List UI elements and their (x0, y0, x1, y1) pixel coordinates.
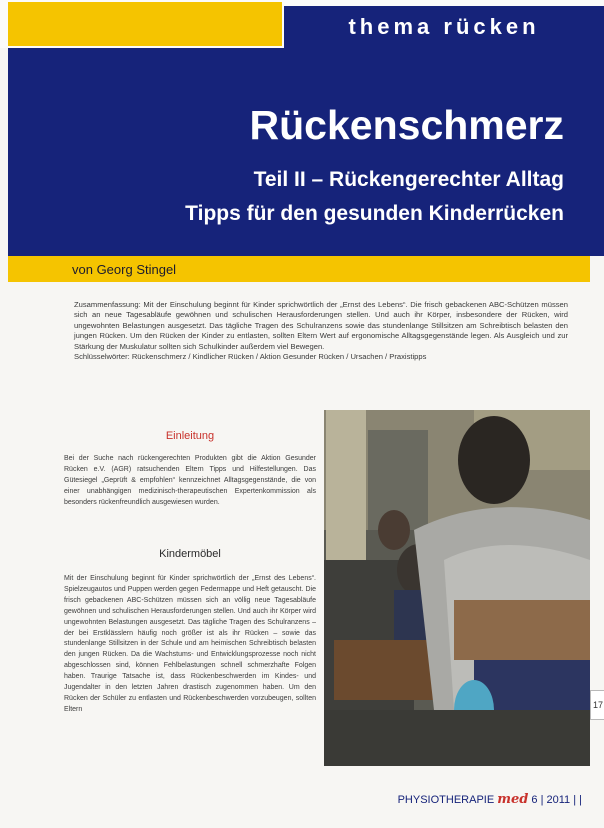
title-block (8, 60, 604, 256)
footer-issue: 6 | 2011 | | (531, 794, 582, 806)
header-gold-block (8, 2, 282, 46)
section-text-kindermoebel: Mit der Einschulung beginnt für Kinder sprichwörtlich der „Ernst des Lebens“. Spielzeugautos und Puppen werden gegen Federmappe und Heft getauscht. Die frisch gebackenen ABC-Schützen müssen sich an völlig neue Tagesabläufe gewöhnen und schulischen Herausforderungen stellen. Und auch ihr Körper wird ungewohnten Belastungen ausgesetzt. Das tägliche Tragen des Schulranzens – der bei Erstklässlern häufig noch größer ist als ihr Rücken – sowie das stundenlange Stillsitzen in der Schule und am heimischen Schreibtisch belasten den jungen Rücken. Da die Wachstums- und Entwicklungsprozesse noch nicht abgeschlossen sind, können Fehlbelastungen schnell schmerzhafte Folgen haben. Traurige Tatsache ist, dass Rückenbeschwerden im Kindes- und Jugendalter in den letzten Jahren drastisch zugenommen haben. Um den Rücken der Schüler zu entlasten und Rückenbeschwerden vorzubeugen, sollten Eltern (64, 575, 316, 713)
classroom-photo-image (324, 410, 590, 766)
article-title: Rückenschmerz (249, 102, 564, 148)
keywords-text: Schlüsselwörter: Rückenschmerz / Kindlicher Rücken / Aktion Gesunder Rücken / Ursachen / Praxistipps (74, 352, 427, 362)
section-heading-kindermoebel: Kindermöbel (159, 548, 221, 560)
summary-text: Zusammenfassung: Mit der Einschulung beginnt für Kinder sprichwörtlich der „Ernst des Lebens“. Die frisch gebackenen ABC-Schützen müssen sich an neue Tagesabläufe gewöhnen und schulischen Herausforderungen stellen. Und auch ihr Körper, insbesondere der Rücken, wird ungewohnten Belastungen ausgesetzt. Das tägliche Tragen des Schulranzens sowie das stundenlange Stillsitzen am Schreibtisch belasten den jungen Rücken. Um den Rücken der Kinder zu entlasten, sollten Eltern Wert auf ergonomische Alltagsgegenstände legen. Als Ausgleich und zur Stärkung der Muskulatur sollten sich Schulkinder außerdem viel Bewegen. (74, 300, 568, 351)
author-bar (8, 256, 590, 282)
summary-block (74, 300, 568, 362)
header-band (8, 48, 604, 60)
footer-med-logo: med (497, 792, 529, 807)
section-text-einleitung: Bei der Suche nach rückengerechten Produkten gibt die Aktion Gesunder Rücken e.V. (AGR) ratsuchenden Eltern Tipps und Hilfestellungen. Das Gütesiegel „Geprüft & empfohlen“ kennzeichnet Alltagsgegenstände, die von einer unabhängigen medizinisch-therapeutischen Expertenkommission als besonders rückenfreundlich ausgewiesen wurden. (64, 455, 316, 506)
article-subtitle-line1: Teil II – Rückengerechter Alltag (253, 168, 564, 191)
author-name: von Georg Stingel (72, 261, 177, 277)
classroom-photo (324, 410, 590, 766)
article-subtitle-line2: Tipps für den gesunden Kinderrücken (185, 202, 564, 225)
section-tag: thema rücken (284, 6, 604, 48)
section-heading-einleitung: Einleitung (165, 430, 215, 442)
footer-journal: PHYSIOTHERAPIE (397, 794, 495, 806)
footer (398, 792, 582, 807)
page-number-tab: 17 (590, 690, 604, 720)
